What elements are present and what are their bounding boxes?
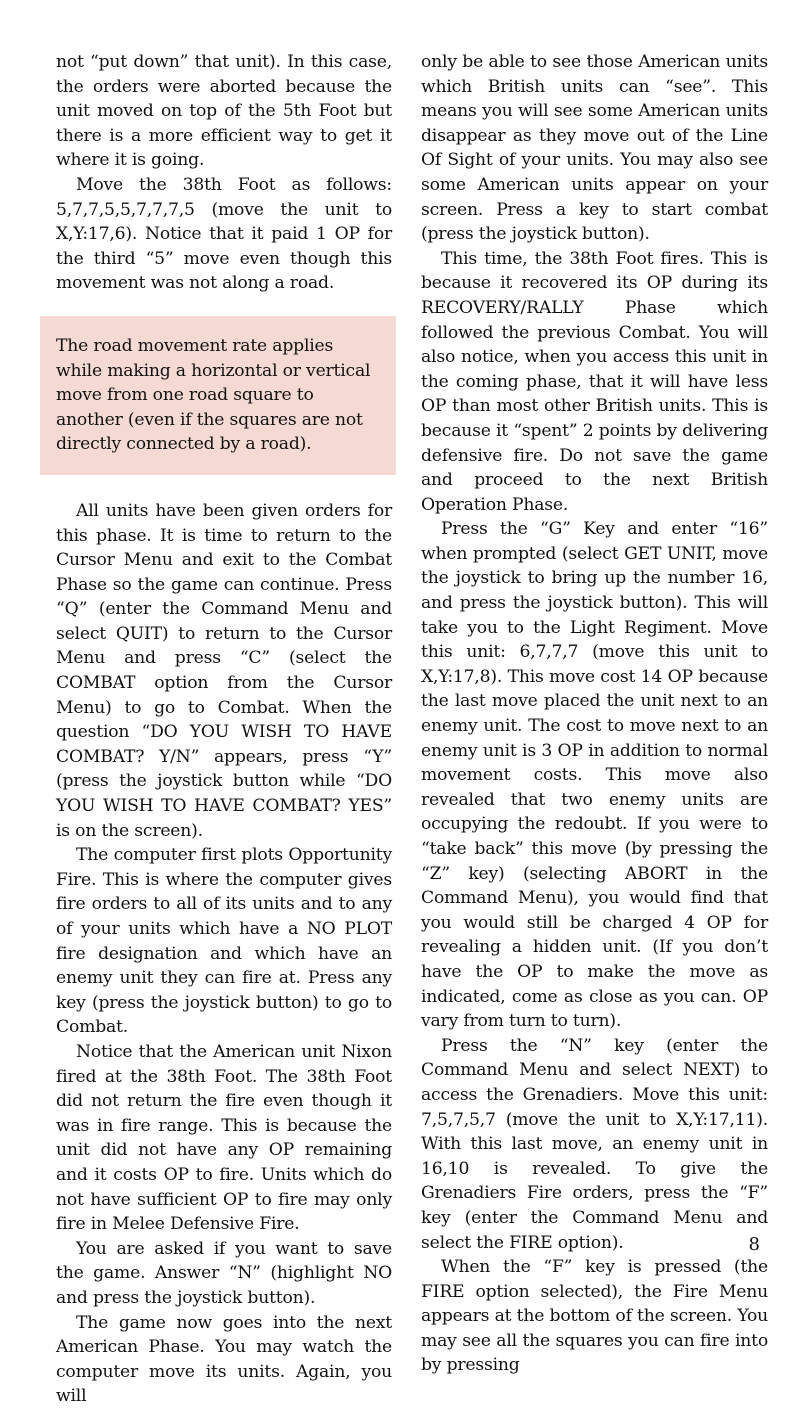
paragraph-opportunity-fire: The computer first plots Opportunity Fire. This is where the computer gives fire orders to all of its units and to any of your units which have a NO PLOT fire designation and which have an enemy unit they can fire at. Press any key (press the joystick button) to go to Combat.: [56, 845, 392, 1038]
paragraph-38th-foot-fires: This time, the 38th Foot fires. This is because it recovered its OP during its RECOVERY/RALLY Phase which followed the previous Combat. You will also notice, when you access this unit in the coming phase, that it will have less OP than most other British units. This is because it “spent” 2 points by delivering defensive fire. Do not save the game and proceed to the next British Operation Phase.: [421, 248, 768, 515]
callout-text: The road movement rate applies while making a horizontal or vertical move from one road square to another (even if the squares are not directly connected by a road).: [56, 335, 371, 455]
left-column: [56, 50, 392, 1409]
paragraph-american-phase: The game now goes into the next American Phase. You may watch the computer move its units. Again, you will: [56, 1312, 392, 1407]
paragraph-move-38th-foot: Move the 38th Foot as follows: 5,7,7,5,5,7,7,7,5 (move the unit to X,Y:17,6). Notice that it paid 1 OP for the third “5” move even though this movement was not along a road.: [56, 174, 392, 294]
paragraph-grenadiers: Press the “N” key (enter the Command Menu and select NEXT) to access the Grenadiers. Move this unit: 7,5,7,5,7 (move the unit to X,Y:17,11). With this last move, an enemy unit in 16,10 is revealed. To give the Grenadiers Fire orders, press the “F” key (enter the Command Menu and select the FIRE option).: [421, 1035, 768, 1253]
paragraph-orders-given: All units have been given orders for this phase. It is time to return to the Cursor Menu and exit to the Combat Phase so the game can continue. Press “Q” (enter the Command Menu and select QUIT) to return to the Cursor Menu and press “C” (select the COMBAT option from the Cursor Menu) to go to Combat. When the question “DO YOU WISH TO HAVE COMBAT? Y/N” appears, press “Y” (press the joystick button while “DO YOU WISH TO HAVE COMBAT? YES” is on the screen).: [56, 500, 392, 841]
paragraph-nixon-fired: Notice that the American unit Nixon fired at the 38th Foot. The 38th Foot did not return the fire even though it was in fire range. This is because the unit did not have any OP remaining and it costs OP to fire. Units which do not have sufficient OP to fire may only fire in Melee Defensive Fire.: [56, 1041, 392, 1235]
right-column: [421, 50, 768, 1378]
paragraph-light-regiment: Press the “G” Key and enter “16” when prompted (select GET UNIT, move the joystick to bring up the number 16, and press the joystick button). This will take you to the Light Regiment. Move this unit: 6,7,7,7 (move this unit to X,Y:17,8). This move cost 14 OP because the last move placed the unit next to an enemy unit. The cost to move next to an enemy unit is 3 OP in addition to normal movement costs. This move also revealed that two enemy units are occupying the redoubt. If you were to “take back” this move (by pressing the “Z” key) (selecting ABORT in the Command Menu), you would find that you would still be charged 4 OP for revealing a hidden unit. (If you don’t have the OP to make the move as indicated, come as close as you can. OP vary from turn to turn).: [421, 519, 768, 1032]
page-number: 8: [748, 1234, 760, 1255]
paragraph-save-game: You are asked if you want to save the game. Answer “N” (highlight NO and press the joystick button).: [56, 1238, 392, 1308]
paragraph-line-of-sight: only be able to see those American units which British units can “see”. This means you will see some American units disappear as they move out of the Line Of Sight of your units. You may also see some American units appear on your screen. Press a key to start combat (press the joystick button).: [421, 52, 768, 245]
paragraph-fire-menu: When the “F” key is pressed (the FIRE option selected), the Fire Menu appears at the bottom of the screen. You may see all the squares you can fire into by pressing: [421, 1257, 768, 1376]
paragraph-continued: not “put down” that unit). In this case, the orders were aborted because the unit moved on top of the 5th Foot but there is a more efficient way to get it where it is going.: [56, 52, 392, 171]
road-movement-callout: [40, 316, 396, 475]
